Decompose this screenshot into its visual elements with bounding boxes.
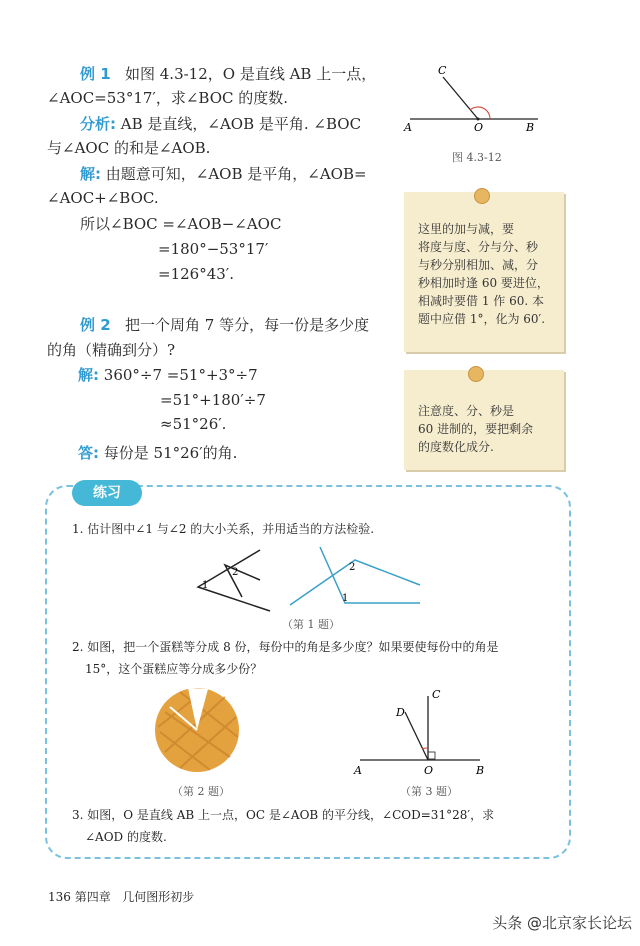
watermark: 头条 @北京家长论坛 (492, 914, 632, 932)
angle-label-1: 1 (202, 580, 209, 591)
chapter-title: 几何图形初步 (122, 890, 195, 904)
example2-sol3: ≈51°26′. (160, 415, 227, 433)
chapter-label: 第四章 (74, 890, 111, 904)
answer-tag: 答: (78, 444, 99, 462)
pin-icon (468, 366, 484, 382)
note1-text: 这里的加与减，要 将度与度、分与分、秒 与秒分别相加、减，分 秒相加时逢 60 要进位， 相减时要借 1 作 60. 本 题中应借 1°，化为 60′. (418, 222, 549, 326)
analysis-text1: AB 是直线，∠AOB 是平角. ∠BOC (120, 115, 362, 133)
question2-caption: （第 2 题） (172, 785, 230, 798)
question-2-line2: 15°，这个蛋糕应等分成多少份？ (85, 662, 263, 676)
pin-icon (474, 188, 490, 204)
example1-solution (80, 164, 367, 184)
q3-label-c: C (432, 688, 441, 701)
question3-figure (350, 688, 490, 780)
label-o: O (474, 121, 484, 134)
example2-tag: 例 2 (80, 316, 111, 334)
q3-label-b: B (476, 764, 485, 777)
q3-label-d: D (396, 706, 405, 719)
example1-sol2: ∠AOC+∠BOC. (47, 189, 159, 207)
example1-sol4: =180°−53°17′ (158, 240, 269, 258)
question1-figure (180, 545, 440, 615)
exercise-title: 练习 (72, 480, 142, 506)
label-c: C (438, 64, 447, 77)
note2-text: 注意度、分、秒是 60 进制的，要把剩余 的度数化成分. (418, 404, 534, 454)
q3-label-o: O (424, 764, 434, 777)
label-b: B (526, 121, 535, 134)
example1-line2: ∠AOC=53°17′，求∠BOC 的度数. (47, 89, 289, 107)
example1-analysis2: 与∠AOC 的和是∠AOB. (47, 139, 211, 157)
example1-text1: 如图 4.3-12，O 是直线 AB 上一点， (124, 65, 377, 83)
example2-solution (78, 365, 258, 385)
example2-solution-tag: 解: (78, 366, 99, 384)
question-3-line1: 3. 如图，O 是直线 AB 上一点，OC 是∠AOB 的平分线，∠COD=31°28′，求 (72, 808, 495, 822)
example2-sol2: =51°+180′÷7 (160, 391, 266, 409)
example2-text1: 把一个周角 7 等分，每一份是多少度 (124, 316, 370, 334)
figure-caption: 图 4.3-12 (452, 151, 502, 164)
answer-text: 每份是 51°26′的角. (103, 444, 238, 462)
angle-label-2b: 2 (349, 562, 356, 573)
angle-label-2: 2 (232, 567, 239, 578)
example1-sol3: 所以∠BOC =∠AOB−∠AOC (80, 215, 282, 233)
question-1: 1. 估计图中∠1 与∠2 的大小关系，并用适当的方法检验. (72, 522, 375, 536)
question-3-line2: ∠AOD 的度数. (85, 830, 167, 844)
page-footer (48, 888, 194, 905)
example1-sol5: =126°43′. (158, 265, 234, 283)
solution-text1: 由题意可知，∠AOB 是平角，∠AOB= (105, 165, 367, 183)
question3-caption: （第 3 题） (400, 785, 458, 798)
question1-caption: （第 1 题） (282, 618, 340, 631)
example2-answer (78, 443, 237, 463)
label-a: A (404, 121, 412, 134)
sticky-note-1 (404, 192, 564, 352)
example2-sol1: 360°÷7 =51°+3°÷7 (103, 366, 258, 384)
solution-tag: 解: (80, 165, 101, 183)
sticky-note-2 (404, 370, 564, 470)
question-2-line1: 2. 如图，把一个蛋糕等分成 8 份，每份中的角是多少度？如果要使每份中的角是 (72, 640, 499, 654)
example1-analysis (80, 114, 361, 134)
example2-line1 (80, 315, 369, 335)
cake-illustration (150, 682, 245, 777)
analysis-tag: 分析: (80, 115, 116, 133)
angle-label-1b: 1 (342, 593, 349, 604)
page-number: 136 (48, 890, 71, 904)
angle-figure-4-3-12 (398, 60, 548, 140)
q3-label-a: A (354, 764, 362, 777)
example2-line2: 的角（精确到分）? (47, 341, 176, 359)
example1-line1 (80, 64, 376, 84)
example1-tag: 例 1 (80, 65, 111, 83)
